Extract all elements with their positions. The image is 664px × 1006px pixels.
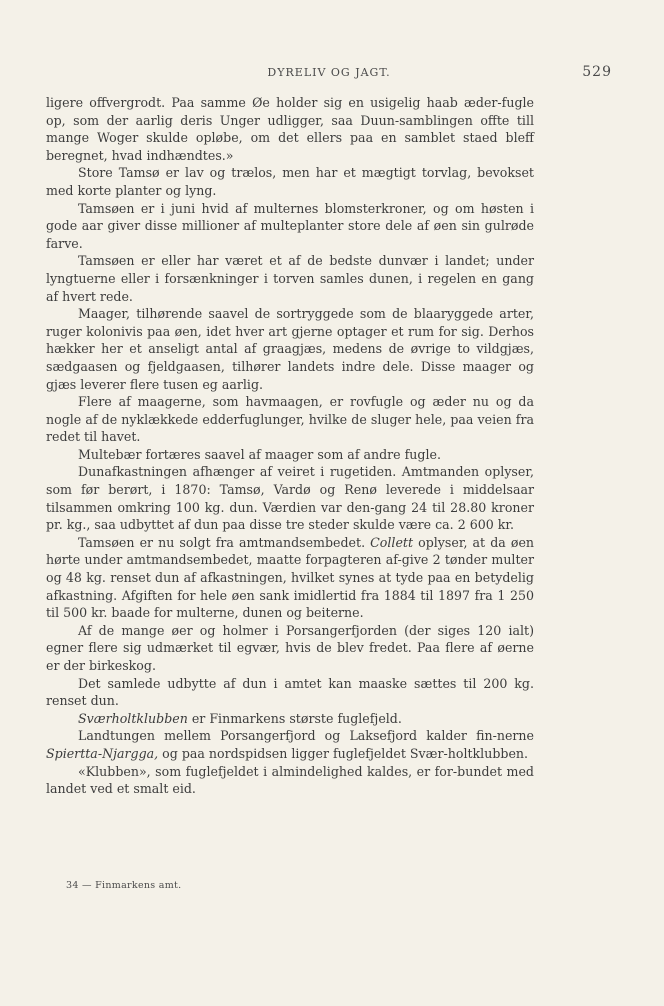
paragraph <box>46 675 534 710</box>
paragraph <box>46 763 534 798</box>
text-run: Landtungen mellem Porsangerfjord og Laksefjord kalder fin-nerne <box>78 728 534 744</box>
paragraph <box>46 164 534 199</box>
text-run: Af de mange øer og holmer i Porsangerfjorden (der siges 120 ialt) egner flere sig udmærket til egvær, hvis de blev fredet. Paa flere af øerne er der birkeskog. <box>46 622 534 673</box>
text-run: Tamsøen er i juni hvid af multernes blomsterkroner, og om høsten i gode aar giver disse millioner af multeplanter store dele af øen sin gulrøde farve. <box>46 200 534 251</box>
page-number: 529 <box>582 64 612 80</box>
text-run: oplyser, at da øen hørte under amtmandsembedet, maatte forpagteren af-give 2 tønder multer og 48 kg. renset dun af afkastningen, hvilket synes at tyde paa en betydelig afkastning. Afgiften for hele øen sank imidlertid fra 1884 til 1897 fra 1 250 til 500 kr. baade for multerne, dunen og beiterne. <box>46 534 535 621</box>
text-run: ligere offvergrodt. Paa samme Øe holder sig en usigelig haab æder-fugle op, som der aarlig deris Unger udligger, saa Duun-samblingen offte till mange Woger skulde opløbe, om det ellers paa en samblet staed bleff beregnet, hvad indhændtes.» <box>46 95 534 163</box>
italic-text: Collett <box>370 534 414 550</box>
italic-text: Spiertta-Njargga, <box>46 745 159 761</box>
paragraph <box>46 710 534 728</box>
text-run: Flere af maagerne, som havmaagen, er rovfugle og æder nu og da nogle af de nyklækkede edderfuglunger, hvilke de sluger hele, paa veien fra redet til havet. <box>46 394 534 445</box>
paragraph <box>46 393 534 446</box>
running-title: DYRELIV OG JAGT. <box>267 66 391 79</box>
text-run: Tamsøen er nu solgt fra amtmandsembedet. <box>78 534 371 550</box>
paragraph <box>46 446 534 464</box>
text-run: Multebær fortæres saavel af maager som af andre fugle. <box>78 446 441 462</box>
body-text <box>46 94 534 798</box>
paragraph <box>46 727 534 762</box>
paragraph <box>46 622 534 675</box>
text-run: Dunafkastningen afhænger af veiret i rugetiden. Amtmanden oplyser, som før berørt, i 1870: Tamsø, Vardø og Renø leverede i middelsaar tilsammen omkring 100 kg. dun. Værdien var den-gang 24 til 28.80 kroner pr. kg., saa udbyttet af dun paa disse tre steder skulde være ca. 2 600 kr. <box>46 464 534 533</box>
text-run: «Klubben», som fuglefjeldet i almindelighed kaldes, er for-bundet med landet ved et smalt eid. <box>46 763 534 797</box>
text-run: og paa nordspidsen ligger fuglefjeldet Svær-holtklubben. <box>158 745 529 761</box>
text-run: Maager, tilhørende saavel de sortryggede som de blaaryggede arter, ruger kolonivis paa øen, idet hver art gjerne optager et rum for sig. Derhos hækker her et anseligt antal af graagjæs, medens de øvrige to vildgjæs, sædgaasen og fjeldgaasen, tilhører landets indre dele. Disse maager og gjæs leverer flere tusen eg aarlig. <box>46 306 534 392</box>
text-run: Store Tamsø er lav og trælos, men har et mægtigt torvlag, bevokset med korte planter og lyng. <box>46 165 534 198</box>
text-run: Det samlede udbytte af dun i amtet kan maaske sættes til 200 kg. renset dun. <box>46 675 534 709</box>
running-head <box>46 64 612 84</box>
text-run: Tamsøen er eller har været et af de bedste dunvær i landet; under lyngtuerne eller i forsænkninger i torven samles dunen, i regelen en gang af hvert rede. <box>46 253 534 304</box>
paragraph <box>46 252 534 305</box>
paragraph <box>46 200 534 253</box>
paragraph <box>46 463 534 533</box>
text-run: er Finmarkens største fuglefjeld. <box>187 710 402 726</box>
paragraph <box>46 94 534 164</box>
italic-text: Sværholtklubben <box>78 710 188 726</box>
paragraph <box>46 305 534 393</box>
signature-mark: 34 — Finmarkens amt. <box>66 880 182 891</box>
paragraph <box>46 534 534 622</box>
